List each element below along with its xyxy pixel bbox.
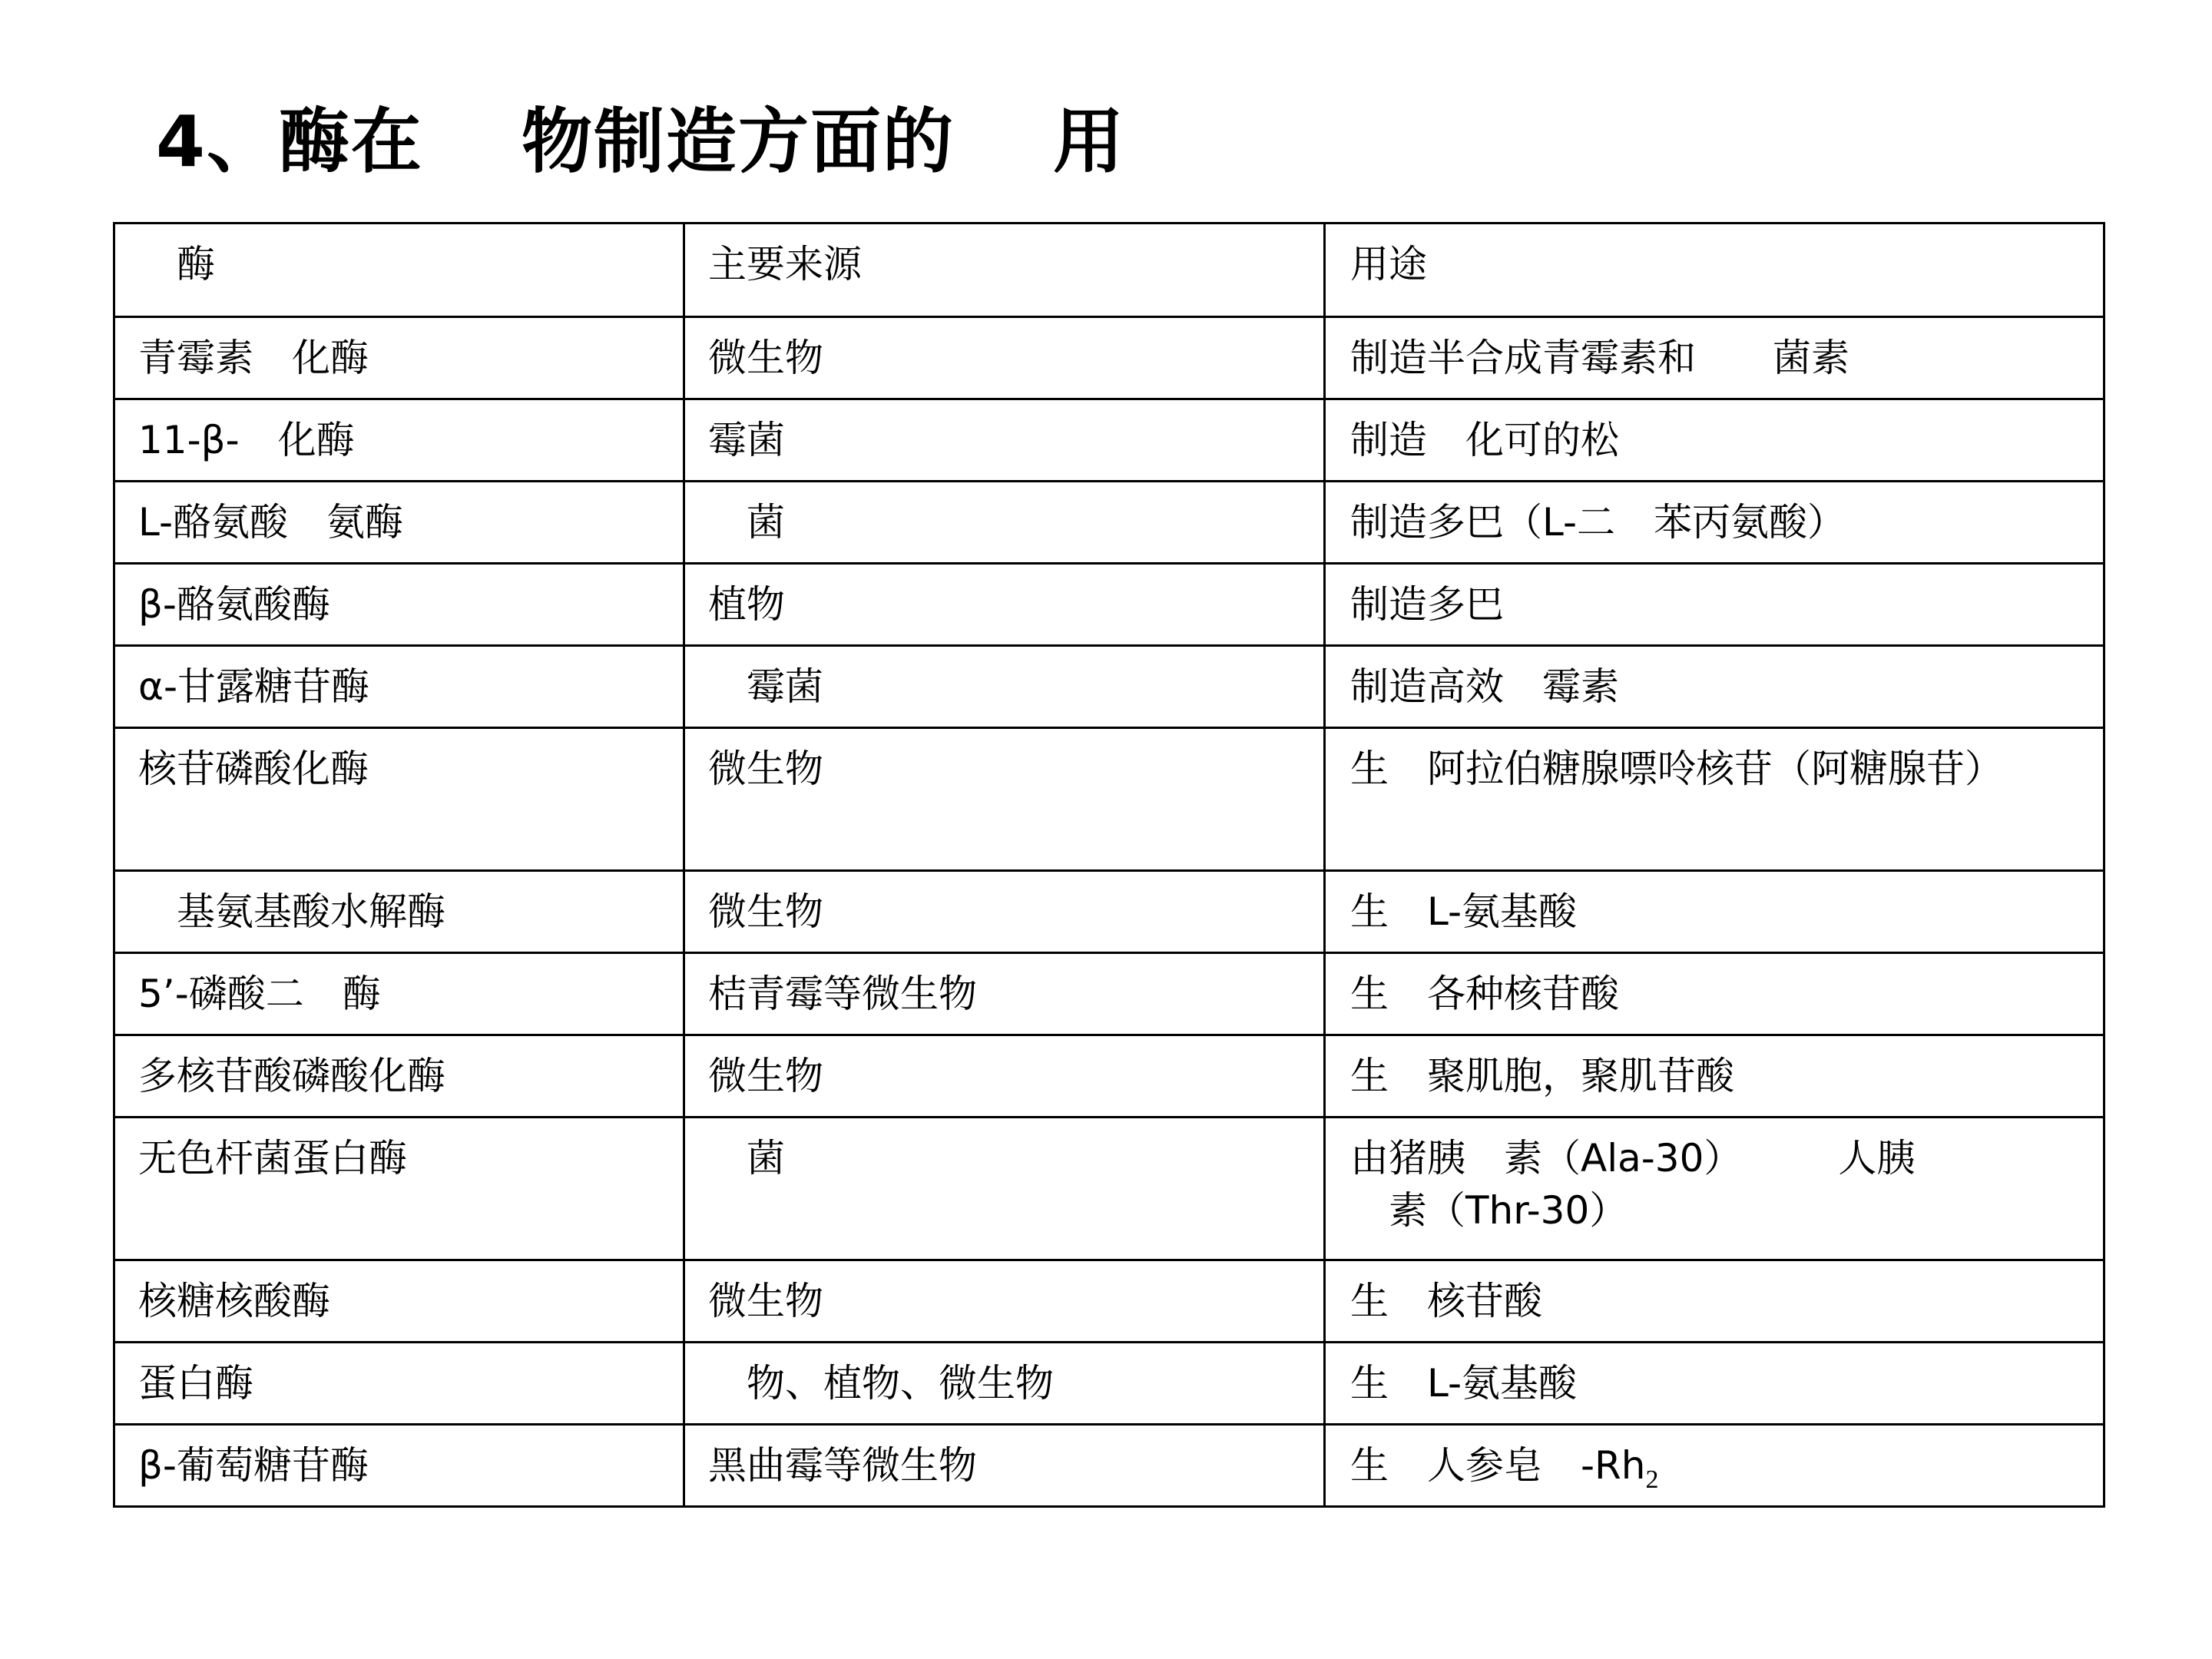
cell-use: 制造多巴 <box>1325 564 2104 646</box>
cell-source: 霉菌 <box>684 646 1325 728</box>
cell-enzyme: 无色杆菌蛋白酶 <box>114 1118 684 1260</box>
cell-use: 生 L-氨基酸 <box>1325 871 2104 953</box>
cell-use <box>1325 1425 2104 1507</box>
cell-source: 微生物 <box>684 1035 1325 1118</box>
cell-use: 生 阿拉伯糖腺嘌呤核苷（阿糖腺苷） <box>1325 728 2104 871</box>
cell-use: 生 核苷酸 <box>1325 1260 2104 1343</box>
cell-enzyme: 基氨基酸水解酶 <box>114 871 684 953</box>
cell-enzyme: β-葡萄糖苷酶 <box>114 1425 684 1507</box>
table-row <box>114 482 2104 564</box>
cell-use: 由猪胰 素（Ala-30） 人胰 素（Thr-30） <box>1325 1118 2104 1260</box>
table-row <box>114 646 2104 728</box>
table-row <box>114 1035 2104 1118</box>
table-body <box>114 224 2104 1507</box>
cell-use: 生 L-氨基酸 <box>1325 1343 2104 1425</box>
cell-source: 菌 <box>684 1118 1325 1260</box>
cell-enzyme: 蛋白酶 <box>114 1343 684 1425</box>
table-row <box>114 1425 2104 1507</box>
cell-source: 微生物 <box>684 871 1325 953</box>
cell-source: 微生物 <box>684 317 1325 399</box>
cell-source: 黑曲霉等微生物 <box>684 1425 1325 1507</box>
cell-enzyme: 核苷磷酸化酶 <box>114 728 684 871</box>
cell-use: 制造半合成青霉素和 菌素 <box>1325 317 2104 399</box>
cell-source: 菌 <box>684 482 1325 564</box>
cell-enzyme: 多核苷酸磷酸化酶 <box>114 1035 684 1118</box>
cell-source: 桔青霉等微生物 <box>684 953 1325 1035</box>
table-row <box>114 317 2104 399</box>
table-row <box>114 1343 2104 1425</box>
cell-enzyme: 11-β- 化酶 <box>114 399 684 482</box>
header-use: 用途 <box>1325 224 2104 317</box>
table-row <box>114 564 2104 646</box>
cell-source: 植物 <box>684 564 1325 646</box>
cell-source: 微生物 <box>684 1260 1325 1343</box>
cell-use-subscript: 2 <box>1645 1465 1659 1494</box>
table-row <box>114 953 2104 1035</box>
table-row <box>114 1260 2104 1343</box>
cell-use-text: 生 人参皂 -Rh <box>1350 1443 1646 1488</box>
enzyme-table <box>113 222 2105 1508</box>
cell-use: 制造多巴（L-二 苯丙氨酸） <box>1325 482 2104 564</box>
cell-use: 生 各种核苷酸 <box>1325 953 2104 1035</box>
cell-enzyme: α-甘露糖苷酶 <box>114 646 684 728</box>
table-row <box>114 728 2104 871</box>
cell-use: 制造高效 霉素 <box>1325 646 2104 728</box>
table-row <box>114 1118 2104 1260</box>
cell-source: 微生物 <box>684 728 1325 871</box>
cell-enzyme: L-酪氨酸 氨酶 <box>114 482 684 564</box>
cell-source: 物、植物、微生物 <box>684 1343 1325 1425</box>
table-row <box>114 399 2104 482</box>
table-row <box>114 871 2104 953</box>
cell-enzyme: 5’-磷酸二 酶 <box>114 953 684 1035</box>
cell-enzyme: 青霉素 化酶 <box>114 317 684 399</box>
cell-enzyme: 核糖核酸酶 <box>114 1260 684 1343</box>
slide-title: 4、酶在 物制造方面的 用 <box>156 101 1126 183</box>
cell-use: 制造 化可的松 <box>1325 399 2104 482</box>
cell-use: 生 聚肌胞，聚肌苷酸 <box>1325 1035 2104 1118</box>
cell-source: 霉菌 <box>684 399 1325 482</box>
header-source: 主要来源 <box>684 224 1325 317</box>
table-header-row <box>114 224 2104 317</box>
header-enzyme: 酶 <box>114 224 684 317</box>
cell-enzyme: β-酪氨酸酶 <box>114 564 684 646</box>
